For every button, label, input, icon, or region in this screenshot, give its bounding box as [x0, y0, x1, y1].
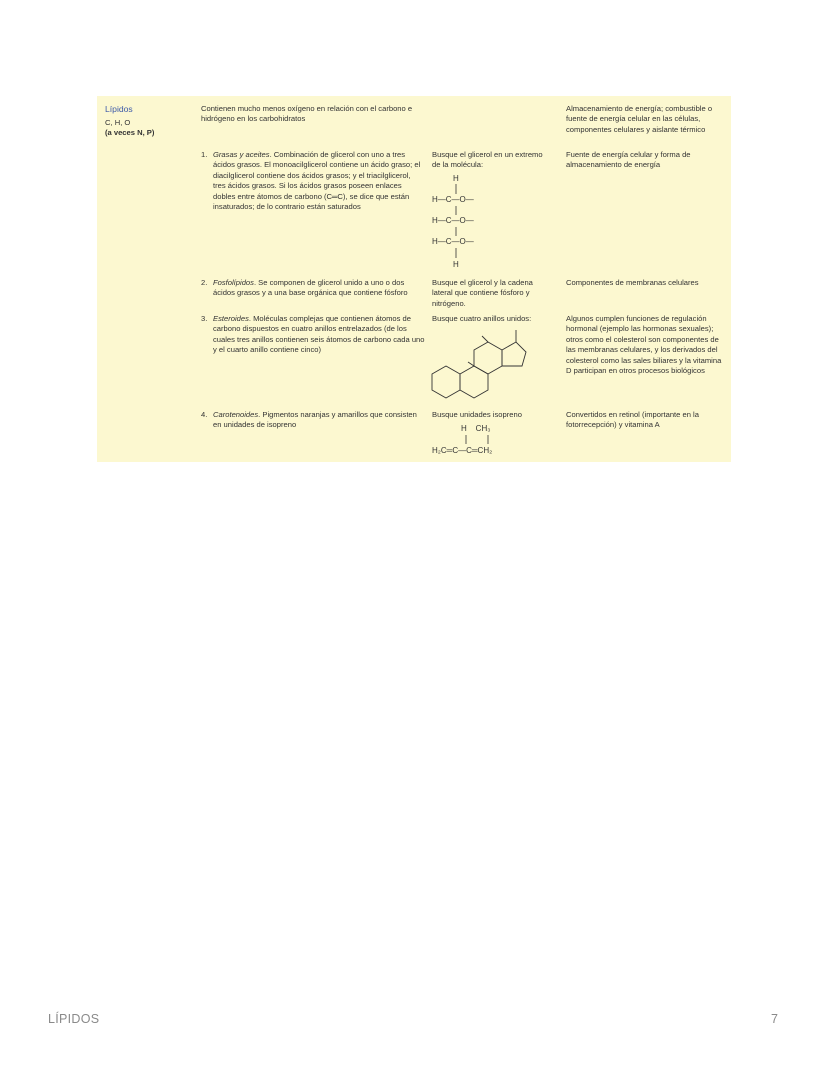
glycerol-row2: H—C—O— — [432, 216, 474, 225]
lipids-elements-extra: (a veces N, P) — [105, 128, 155, 137]
lipids-title: Lípidos — [105, 104, 133, 114]
item-esteroides-identify: Busque cuatro anillos unidos: — [432, 314, 532, 323]
item-fosfolipidos-identify: Busque el glicerol y la cadena lateral que contiene fósforo y nitrógeno. — [432, 278, 533, 308]
item-fosfolipidos-function: Componentes de membranas celulares — [566, 278, 699, 287]
item-desc: . Combinación de glicerol con uno a tres ácidos grasos. El monoacilglicerol contiene un ácido graso; el diacilglicerol contiene dos ácidos grasos; y el triacilglicerol, tres ácidos grasos. Si los ácidos grasos poseen enlaces dobles entre átomos de carbono (C═C), se dice que están insaturados; de lo contrario están saturados — [213, 150, 421, 212]
glycerol-bonds-icon — [451, 184, 461, 284]
item-esteroides: 3. Esteroides. Moléculas complejas que contienen átomos de carbono dispuestos en cuatro anillos entrelazados (de los cuales tres anillos contienen seis átomos de carbono cada uno y el cuarto anillo contiene cinco) — [201, 314, 425, 355]
item-grasas-function: Fuente de energía celular y forma de almacenamiento de energía — [566, 150, 691, 170]
lipids-description: Contienen mucho menos oxígeno en relación con el carbono e hidrógeno en los carbohidratos — [201, 104, 413, 124]
item-desc: . Se componen de glicerol unido a uno o dos ácidos grasos y a una base orgánica que contiene fósforo — [213, 278, 408, 298]
item-grasas: 1. Grasas y aceites. Combinación de glicerol con uno a tres ácidos grasos. El monoacilglicerol contiene un ácido graso; el diacilglicerol contiene dos ácidos grasos; y el triacilglicerol, tres ácidos grasos. Si los ácidos grasos poseen enlaces dobles entre átomos de carbono (C═C), se dice que están insaturados; de lo contrario están saturados — [201, 150, 421, 212]
item-name: Fosfolípidos — [213, 278, 254, 287]
item-carotenoides: 4. Carotenoides. Pigmentos naranjas y amarillos que consisten en unidades de isopreno — [201, 410, 417, 430]
item-fosfolipidos: 2. Fosfolípidos. Se componen de glicerol unido a uno o dos ácidos grasos y a una base orgánica que contiene fósforo — [201, 278, 408, 298]
item-carotenoides-identify: Busque unidades isopreno — [432, 410, 522, 419]
footer-page-number: 7 — [771, 1012, 779, 1026]
item-name: Carotenoides — [213, 410, 259, 419]
glycerol-top-h: H — [453, 174, 459, 183]
lipids-elements: C, H, O — [105, 118, 131, 127]
glycerol-bottom-h: H — [453, 260, 459, 269]
item-desc: . Moléculas complejas que contienen átomos de carbono dispuestos en cuatro anillos entrelazados (de los cuales tres anillos contienen seis átomos de carbono cada uno y el cuarto anillo contiene cinco) — [213, 314, 425, 355]
isoprene-bonds-icon — [462, 435, 502, 445]
isoprene-bottom: H₂C═C—C═CH₂ — [432, 446, 493, 455]
item-esteroides-function: Algunos cumplen funciones de regulación hormonal (ejemplo las hormonas sexuales); otros como el colesterol son componentes de las membranas celulares, y los derivados del colesterol como las sales biliares y la vitamina D participan en otros procesos biológicos — [566, 314, 722, 376]
item-carotenoides-function: Convertidos en retinol (importante en la fotorrecepción) y vitamina A — [566, 410, 699, 430]
footer-section-title: LÍPIDOS — [48, 1012, 100, 1026]
item-desc: . Pigmentos naranjas y amarillos que consisten en unidades de isopreno — [213, 410, 417, 430]
item-name: Grasas y aceites — [213, 150, 270, 159]
lipids-function: Almacenamiento de energía; combustible o fuente de energía celular en las células, componentes celulares y aislante térmico — [566, 104, 713, 134]
steroid-rings-icon — [430, 326, 560, 406]
item-grasas-identify: Busque el glicerol en un extremo de la molécula: — [432, 150, 543, 170]
item-name: Esteroides — [213, 314, 249, 323]
isoprene-top: H CH₃ — [461, 424, 491, 433]
glycerol-row1: H—C—O— — [432, 195, 474, 204]
glycerol-row3: H—C—O— — [432, 237, 474, 246]
